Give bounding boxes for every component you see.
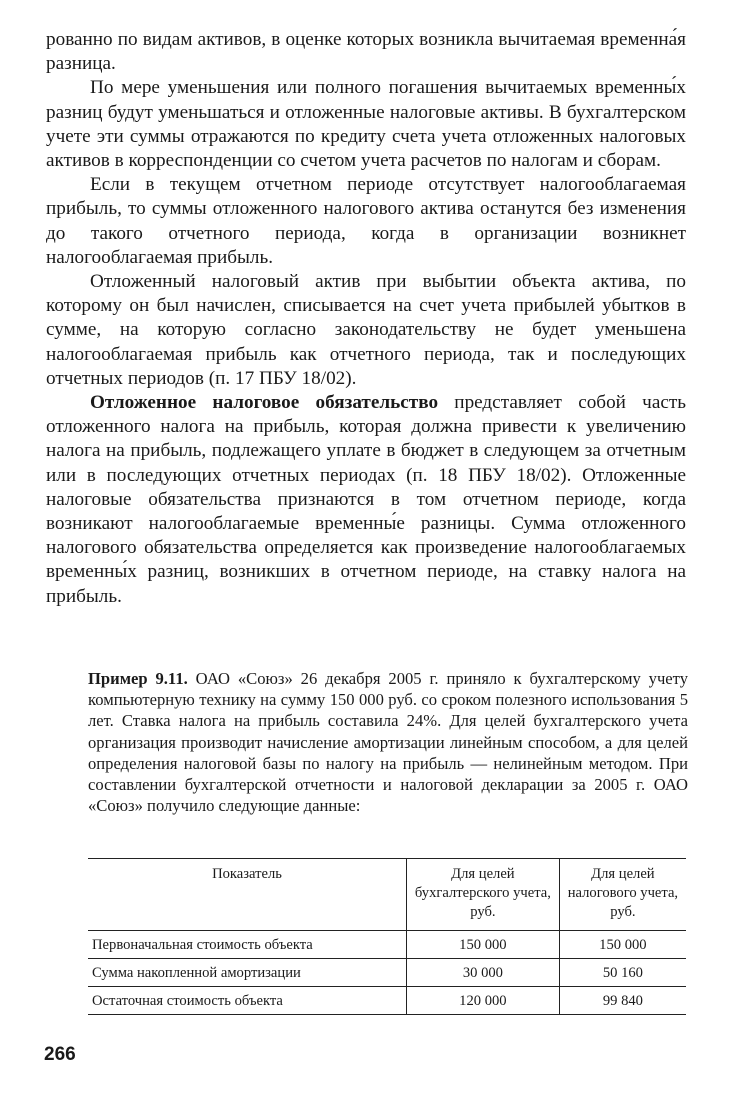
- row-label: Первоначальная стоимость объекта: [88, 931, 407, 959]
- paragraph-deferred-obligation: [46, 391, 686, 609]
- paragraph-continued: рованно по видам активов, в оценке которых возникла вычитаемая временна́я разница.: [46, 29, 686, 75]
- example-label: Пример 9.11.: [88, 669, 188, 688]
- term-deferred-obligation: Отложенное налоговое обязательство: [90, 392, 439, 414]
- accounting-value: 120 000: [407, 987, 560, 1015]
- row-label: Остаточная стоимость объекта: [88, 987, 407, 1015]
- table-row: [88, 987, 686, 1015]
- table-row: [88, 959, 686, 987]
- header-indicator: Показатель: [88, 859, 407, 931]
- table-row: [88, 931, 686, 959]
- paragraph-no-taxable-profit: Если в текущем отчетном периоде отсутствует налогооблагаемая прибыль, то суммы отложенного налогового актива останутся без изменения до такого отчетного периода, когда в организации возникнет налогооблагаемая прибыль.: [46, 174, 686, 268]
- data-table: [88, 858, 686, 1015]
- tax-value: 99 840: [559, 987, 686, 1015]
- tax-value: 150 000: [559, 931, 686, 959]
- obligation-text: представляет собой часть отложенного налога на прибыль, которая должна привести к увеличению налога на прибыль, подлежащего уплате в бюджет в следующем за отчетным или в последующих отчетных периодах (п. 18 ПБУ 18/02). Отложенные налоговые обязательства признаются в том отчетном периоде, когда возникают налогооблагаемые временны́е разницы. Сумма отложенного налогового обязательства определяется как произведение налогооблагаемых временны́х разниц, возникших в отчетном периоде, на ставку налога на прибыль.: [46, 392, 686, 607]
- paragraph-asset-disposal: Отложенный налоговый актив при выбытии объекта актива, по которому он был начислен, списывается на счет учета прибылей убытков в сумме, на которую согласно законодательству не будет уменьшена налогооблагаемая прибыль как отчетного периода, так и последующих отчетных периодов (п. 17 ПБУ 18/02).: [46, 271, 686, 389]
- example-text: ОАО «Союз» 26 декабря 2005 г. приняло к бухгалтерскому учету компьютерную технику на сумму 150 000 руб. со сроком полезного использования 5 лет. Ставка налога на прибыль составила 24%. Для целей бухгалтерского учета организация производит начисление амортизации линейным способом, а для целей определения налоговой базы по налогу на прибыль — нелинейным методом. При составлении бухгалтерской отчетности и налоговой декларации за 2005 г. ОАО «Союз» получило следующие данные:: [88, 669, 688, 816]
- page-body: [46, 28, 686, 609]
- paragraph-deductible-decrease: По мере уменьшения или полного погашения вычитаемых временны́х разниц будут уменьшаться и отложенные налоговые активы. В бухгалтерском учете эти суммы отражаются по кредиту счета учета отложенных налоговых активов в корреспонденции со счетом учета расчетов по налогам и сборам.: [46, 77, 686, 172]
- table-header-row: [88, 859, 686, 931]
- example-block: [88, 668, 688, 816]
- row-label: Сумма накопленной амортизации: [88, 959, 407, 987]
- header-tax: Для целей налогового учета, руб.: [559, 859, 686, 931]
- header-accounting: Для целей бухгалтерского учета, руб.: [407, 859, 560, 931]
- accounting-value: 30 000: [407, 959, 560, 987]
- page-number: 266: [44, 1044, 76, 1065]
- accounting-value: 150 000: [407, 931, 560, 959]
- tax-value: 50 160: [559, 959, 686, 987]
